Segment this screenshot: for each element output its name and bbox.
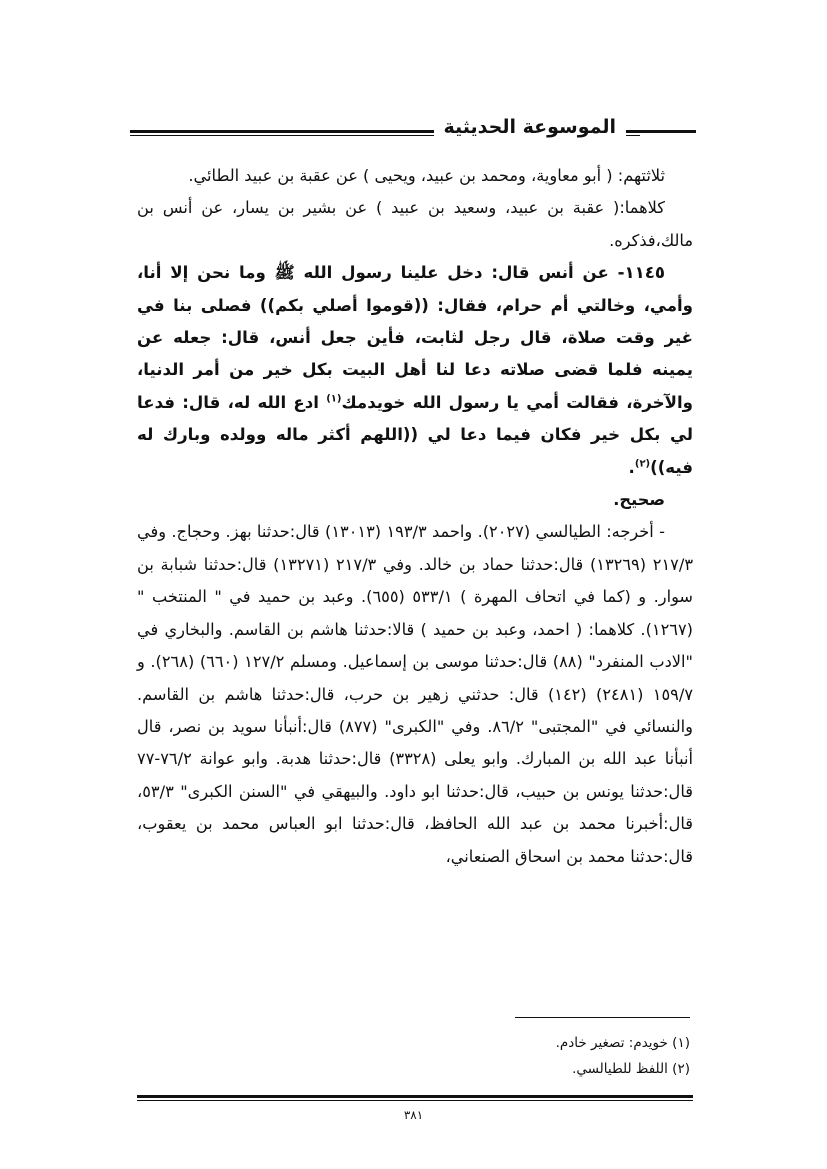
hadith-text-end: . (628, 457, 635, 477)
header-title: الموسوعة الحديثية (434, 112, 627, 142)
hadith-text (137, 257, 693, 484)
footnote-marker-2[interactable]: (٢) (634, 458, 651, 470)
footer-rule (137, 1095, 693, 1101)
header-rule-segment (640, 130, 696, 136)
footnote-separator (515, 1017, 690, 1018)
page-number: ٣٨١ (403, 1108, 424, 1122)
main-text (137, 160, 693, 873)
running-header (130, 112, 696, 142)
grading-verdict: صحيح. (613, 490, 665, 510)
takhrij-paragraph: - أخرجه: الطيالسي (٢٠٢٧). واحمد ١٩٣/٣ (١٣٠١٣) قال:حدثنا بهز. وحجاج. وفي ٢١٧/٣ (١٣٢٦٩) قال:حدثنا حماد بن خالد. وفي ٢١٧/٣ (١٣٢٧١) قال:حدثنا شبابة بن سوار. و (كما في اتحاف المهرة ) ٥٣٣/١ (٦٥٥). وعبد بن حميد في " المنتخب "(١٢٦٧). كلاهما: ( احمد، وعبد بن حميد ) قالا:حدثنا هاشم بن القاسم. والبخاري في "الادب المنفرد" (٨٨) قال:حدثنا موسى بن إسماعيل. ومسلم ١٢٧/٢ (٦٦٠) (٢٦٨). و ١٥٩/٧ (٢٤٨١) (١٤٢) قال: حدثني زهير بن حرب، قال:حدثنا هاشم بن القاسم. والنسائي في "المجتبى" ٨٦/٢. وفي "الكبرى" (٨٧٧) قال:أنبأنا سويد بن نصر، قال أنبأنا عبد الله بن المبارك. وابو يعلى (٣٣٢٨) قال:حدثنا هدبة. وابو عوانة ٧٦/٢-٧٧ قال:حدثنا يونس بن حبيب، قال:حدثنا ابو داود. والبيهقي في "السنن الكبرى" ٥٣/٣، قال:أخبرنا محمد بن عبد الله الحافظ، قال:حدثنا ابو العباس محمد بن يعقوب، قال:حدثنا محمد بن اسحاق الصنعاني، (137, 522, 694, 866)
footnote-marker-1[interactable]: (١) (326, 393, 342, 405)
footnote-item (134, 1056, 690, 1082)
paragraph-chain-2: كلاهما:( عقبة بن عبيد، وسعيد بن عبيد ) عن بشير بن يسار، عن أنس بن مالك،فذكره. (137, 198, 693, 250)
footnote-item (134, 1030, 690, 1056)
hadith-text-part1: ١١٤٥- عن أنس قال: دخل علينا رسول الله ﷺ وما نحن إلا أنا، وأمي، وخالتي أم حرام، فقال: ((قوموا أصلي بكم)) فصلى بنا في غير وقت صلاة، قال رجل لثابت، فأين جعل أنس، قال: جعله عن يمينه فلما قضى صلاته دعا لنا أهل البيت بكل خير من أمر الدنيا، والآخرة، فقالت أمي يا رسول الله خويدمك (137, 263, 694, 412)
footnote-marker: (٢) (672, 1061, 690, 1077)
paragraph-chain-1: ثلاثتهم: ( أبو معاوية، ومحمد بن عبيد، ويحيى ) عن عقبة بن عبيد الطائي. (188, 166, 665, 185)
footnotes (134, 1030, 690, 1082)
hadith-text-part2: ادع الله له، قال: فدعا لي بكل خير فكان فيما دعا لي ((اللهم أكثر ماله وولده وبارك له فيه)) (137, 392, 693, 477)
footnote-text: اللفظ للطيالسي. (572, 1061, 668, 1077)
footnote-text: خويدم: تصغير خادم. (555, 1035, 668, 1051)
footnote-marker: (١) (672, 1035, 690, 1051)
